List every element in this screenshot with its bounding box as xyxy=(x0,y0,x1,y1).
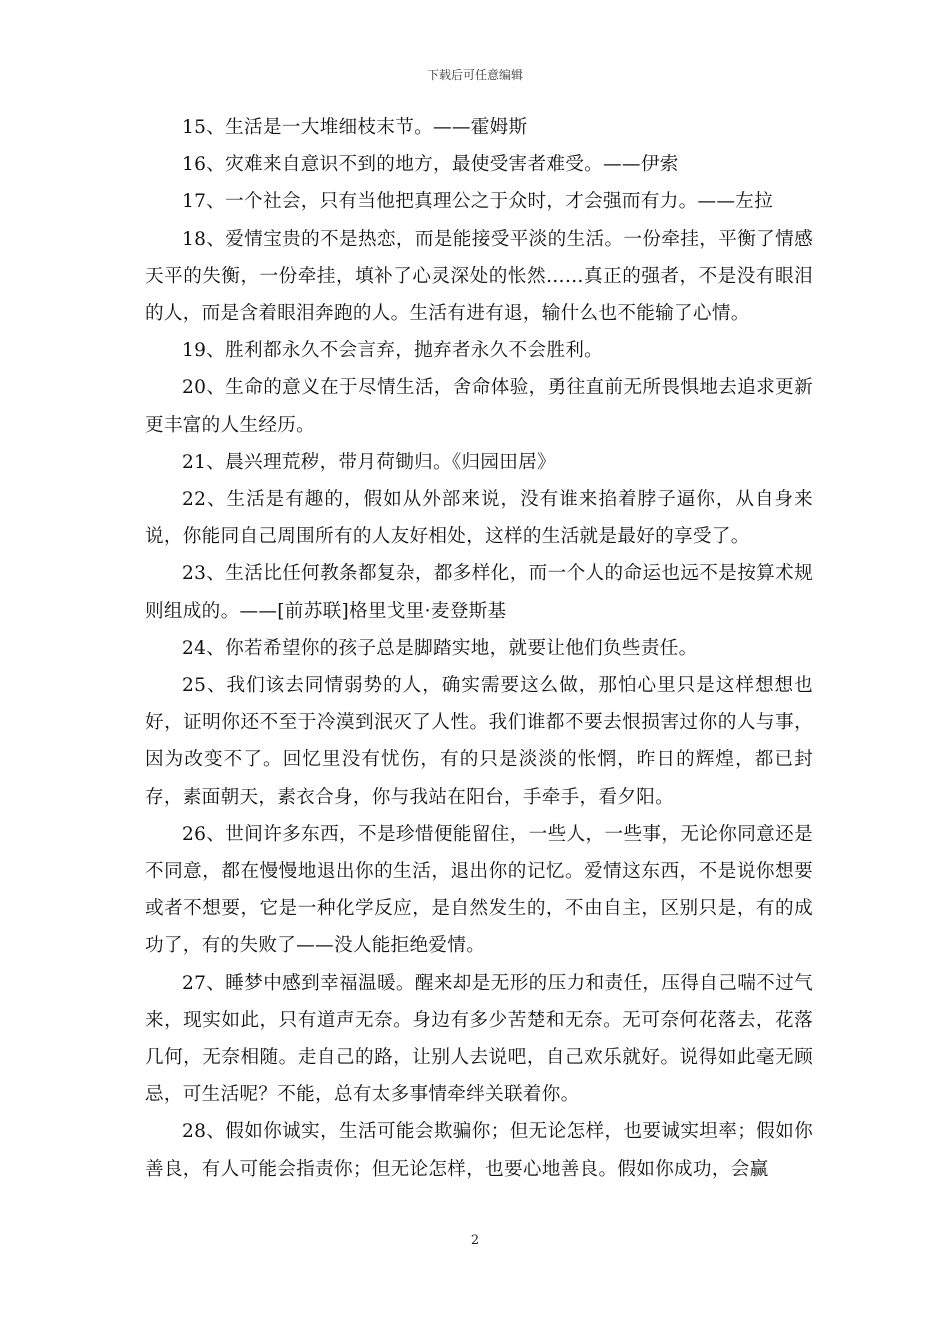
quote-26: 26、世间许多东西，不是珍惜便能留住，一些人，一些事，无论你同意还是不同意，都在慢慢地退出你的生活，退出你的记忆。爱情这东西，不是说你想要或者不想要，它是一种化学反应，是自然发生的，不由自主，区别只是，有的成功了，有的失败了——没人能拒绝爱情。 xyxy=(145,823,813,957)
quote-16: 16、灾难来自意识不到的地方，最使受害者难受。——伊索 xyxy=(182,154,679,176)
quote-22: 22、生活是有趣的，假如从外部来说，没有谁来掐着脖子逼你，从自身来说，你能同自己周围所有的人友好相处，这样的生活就是最好的享受了。 xyxy=(145,489,813,548)
quote-24: 24、你若希望你的孩子总是脚踏实地，就要让他们负些责任。 xyxy=(182,637,698,659)
quote-18: 18、爱情宝贵的不是热恋，而是能接受平淡的生活。一份牵挂，平衡了情感天平的失衡，一份牵挂，填补了心灵深处的怅然……真正的强者，不是没有眼泪的人，而是含着眼泪奔跑的人。生活有进有退，输什么也不能输了心情。 xyxy=(145,228,813,325)
quote-25: 25、我们该去同情弱势的人，确实需要这么做，那怕心里只是这样想想也好，证明你还不至于冷漠到泯灭了人性。我们谁都不要去恨损害过你的人与事，因为改变不了。回忆里没有忧伤，有的只是淡淡的怅惘，昨日的辉煌，都已封存，素面朝天，素衣合身，你与我站在阳台，手牵手，看夕阳。 xyxy=(145,675,813,808)
quote-15: 15、生活是一大堆细枝末节。——霍姆斯 xyxy=(182,117,528,138)
quote-19: 19、胜利都永久不会言弃，抛弃者永久不会胜利。 xyxy=(182,340,604,362)
quote-21: 21、晨兴理荒秽，带月荷锄归。《归园田居》 xyxy=(182,451,556,473)
document-body xyxy=(145,109,813,1188)
quote-20: 20、生命的意义在于尽情生活，舍命体验，勇往直前无所畏惧地去追求更新更丰富的人生经历。 xyxy=(145,377,813,436)
quote-28: 28、假如你诚实，生活可能会欺骗你；但无论怎样，也要诚实坦率；假如你善良，有人可能会指责你；但无论怎样，也要心地善良。假如你成功，会赢 xyxy=(145,1121,813,1180)
quote-23: 23、生活比任何教条都复杂，都多样化，而一个人的命运也远不是按算术规则组成的。——[前苏联]格里戈里·麦登斯基 xyxy=(145,563,813,622)
quote-27: 27、睡梦中感到幸福温暖。醒来却是无形的压力和责任，压得自己喘不过气来，现实如此，只有道声无奈。身边有多少苦楚和无奈。无可奈何花落去，花落几何，无奈相随。走自己的路，让别人去说吧，自己欢乐就好。说得如此毫无顾忌，可生活呢？不能，总有太多事情牵绊关联着你。 xyxy=(145,972,813,1106)
quote-17: 17、一个社会，只有当他把真理公之于众时，才会强而有力。——左拉 xyxy=(182,191,774,213)
page-number: 2 xyxy=(470,1233,480,1248)
page-header: 下载后可任意编辑 xyxy=(426,68,523,82)
